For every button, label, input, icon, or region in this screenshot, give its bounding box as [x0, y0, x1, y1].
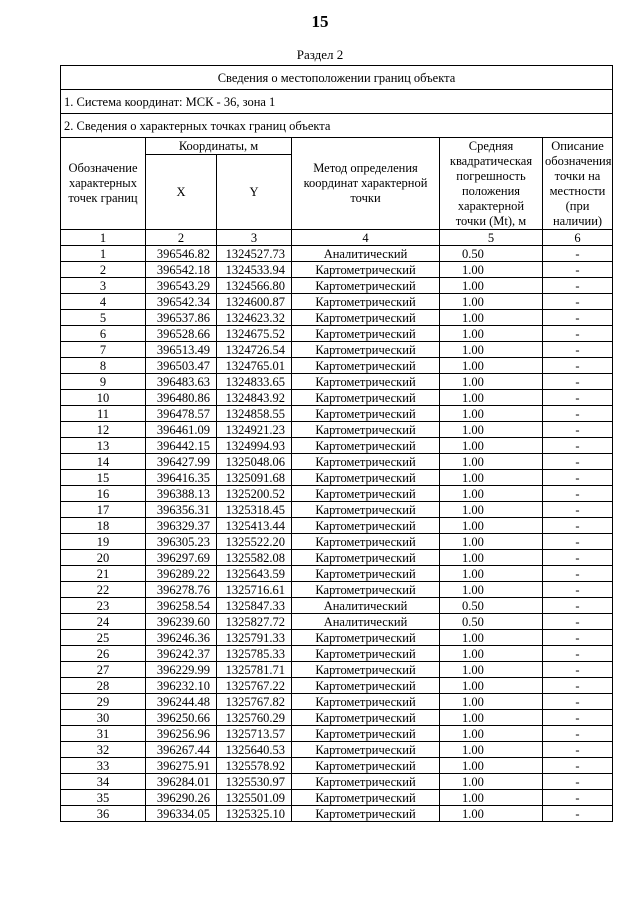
description: - [543, 598, 613, 614]
description: - [543, 486, 613, 502]
coord-y: 1325501.09 [217, 790, 292, 806]
point-number: 2 [61, 262, 146, 278]
method: Аналитический [292, 614, 440, 630]
coord-x: 396461.09 [146, 422, 217, 438]
description: - [543, 758, 613, 774]
description: - [543, 630, 613, 646]
error-value: 1.00 [440, 262, 543, 278]
table-row [61, 470, 613, 486]
table-row [61, 342, 613, 358]
table-row [61, 774, 613, 790]
point-number: 15 [61, 470, 146, 486]
error-value: 1.00 [440, 502, 543, 518]
table-row [61, 518, 613, 534]
coord-y: 1325716.61 [217, 582, 292, 598]
method: Картометрический [292, 758, 440, 774]
coord-x: 396416.35 [146, 470, 217, 486]
description: - [543, 358, 613, 374]
coord-y: 1325582.08 [217, 550, 292, 566]
table-row [61, 294, 613, 310]
coord-x: 396388.13 [146, 486, 217, 502]
method: Аналитический [292, 598, 440, 614]
method: Картометрический [292, 774, 440, 790]
coord-y: 1324726.54 [217, 342, 292, 358]
point-number: 25 [61, 630, 146, 646]
description: - [543, 534, 613, 550]
method: Картометрический [292, 534, 440, 550]
column-number: 2 [146, 230, 217, 246]
point-number: 30 [61, 710, 146, 726]
error-value: 1.00 [440, 310, 543, 326]
table-row [61, 534, 613, 550]
method: Картометрический [292, 358, 440, 374]
point-number: 27 [61, 662, 146, 678]
description: - [543, 518, 613, 534]
table-row [61, 678, 613, 694]
coord-y: 1324566.80 [217, 278, 292, 294]
coord-y: 1325578.92 [217, 758, 292, 774]
page-number: 15 [311, 12, 329, 31]
error-value: 1.00 [440, 374, 543, 390]
column-header-coordinates: Координаты, м [146, 138, 292, 155]
point-number: 16 [61, 486, 146, 502]
coord-y: 1325785.33 [217, 646, 292, 662]
method: Картометрический [292, 550, 440, 566]
point-number: 31 [61, 726, 146, 742]
description: - [543, 342, 613, 358]
error-value: 1.00 [440, 358, 543, 374]
coord-x: 396297.69 [146, 550, 217, 566]
table-title: Сведения о местоположении границ объекта [61, 66, 613, 90]
point-number: 32 [61, 742, 146, 758]
point-number: 6 [61, 326, 146, 342]
coord-x: 396305.23 [146, 534, 217, 550]
table-row [61, 246, 613, 262]
coord-x: 396239.60 [146, 614, 217, 630]
coord-y: 1325522.20 [217, 534, 292, 550]
method: Картометрический [292, 582, 440, 598]
column-number: 5 [440, 230, 543, 246]
point-number: 8 [61, 358, 146, 374]
method: Картометрический [292, 630, 440, 646]
point-number: 35 [61, 790, 146, 806]
coord-y: 1324994.93 [217, 438, 292, 454]
column-header-y: Y [217, 155, 292, 230]
coordinate-system: 1. Система координат: МСК - 36, зона 1 [61, 90, 613, 114]
table-row [61, 614, 613, 630]
column-number: 4 [292, 230, 440, 246]
coord-y: 1325827.72 [217, 614, 292, 630]
error-value: 1.00 [440, 790, 543, 806]
description: - [543, 374, 613, 390]
table-row [61, 694, 613, 710]
method: Картометрический [292, 678, 440, 694]
table-row [61, 310, 613, 326]
error-value: 0.50 [440, 598, 543, 614]
error-value: 0.50 [440, 246, 543, 262]
point-number: 3 [61, 278, 146, 294]
method: Картометрический [292, 390, 440, 406]
error-value: 1.00 [440, 662, 543, 678]
table-row [61, 390, 613, 406]
error-value: 1.00 [440, 726, 543, 742]
method: Картометрический [292, 454, 440, 470]
coord-y: 1325530.97 [217, 774, 292, 790]
method: Картометрический [292, 790, 440, 806]
error-value: 1.00 [440, 646, 543, 662]
coord-x: 396250.66 [146, 710, 217, 726]
method: Картометрический [292, 694, 440, 710]
error-value: 1.00 [440, 294, 543, 310]
coord-x: 396427.99 [146, 454, 217, 470]
coord-y: 1325325.10 [217, 806, 292, 822]
table-row [61, 646, 613, 662]
coord-y: 1325767.22 [217, 678, 292, 694]
point-number: 26 [61, 646, 146, 662]
point-number: 21 [61, 566, 146, 582]
coord-x: 396542.18 [146, 262, 217, 278]
coord-x: 396528.66 [146, 326, 217, 342]
error-value: 1.00 [440, 678, 543, 694]
point-number: 14 [61, 454, 146, 470]
method: Картометрический [292, 566, 440, 582]
table-row [61, 630, 613, 646]
point-number: 24 [61, 614, 146, 630]
error-value: 1.00 [440, 630, 543, 646]
coord-y: 1325413.44 [217, 518, 292, 534]
coord-x: 396229.99 [146, 662, 217, 678]
coord-y: 1324600.87 [217, 294, 292, 310]
point-number: 10 [61, 390, 146, 406]
table-row [61, 758, 613, 774]
description: - [543, 310, 613, 326]
point-number: 29 [61, 694, 146, 710]
coord-x: 396442.15 [146, 438, 217, 454]
coord-y: 1324527.73 [217, 246, 292, 262]
method: Аналитический [292, 246, 440, 262]
table-row [61, 806, 613, 822]
coord-x: 396290.26 [146, 790, 217, 806]
coord-y: 1325318.45 [217, 502, 292, 518]
point-number: 28 [61, 678, 146, 694]
coord-y: 1325640.53 [217, 742, 292, 758]
description: - [543, 246, 613, 262]
column-header-method: Метод определения координат характерной точки [292, 138, 440, 230]
description: - [543, 582, 613, 598]
error-value: 1.00 [440, 438, 543, 454]
error-value: 1.00 [440, 582, 543, 598]
coord-y: 1325781.71 [217, 662, 292, 678]
coord-x: 396232.10 [146, 678, 217, 694]
error-value: 1.00 [440, 742, 543, 758]
coord-x: 396256.96 [146, 726, 217, 742]
coord-x: 396289.22 [146, 566, 217, 582]
point-number: 18 [61, 518, 146, 534]
coord-x: 396480.86 [146, 390, 217, 406]
coord-y: 1324858.55 [217, 406, 292, 422]
coord-y: 1325847.33 [217, 598, 292, 614]
coord-x: 396537.86 [146, 310, 217, 326]
point-number: 17 [61, 502, 146, 518]
coord-x: 396478.57 [146, 406, 217, 422]
error-value: 1.00 [440, 694, 543, 710]
method: Картометрический [292, 438, 440, 454]
point-number: 5 [61, 310, 146, 326]
description: - [543, 262, 613, 278]
coord-x: 396503.47 [146, 358, 217, 374]
method: Картометрический [292, 502, 440, 518]
coord-y: 1324533.94 [217, 262, 292, 278]
description: - [543, 662, 613, 678]
table-row [61, 406, 613, 422]
method: Картометрический [292, 742, 440, 758]
point-number: 7 [61, 342, 146, 358]
method: Картометрический [292, 374, 440, 390]
description: - [543, 390, 613, 406]
point-number: 36 [61, 806, 146, 822]
table-row [61, 710, 613, 726]
point-number: 12 [61, 422, 146, 438]
method: Картометрический [292, 710, 440, 726]
point-number: 20 [61, 550, 146, 566]
table-row [61, 598, 613, 614]
point-number: 22 [61, 582, 146, 598]
point-number: 23 [61, 598, 146, 614]
coord-x: 396483.63 [146, 374, 217, 390]
coord-y: 1325643.59 [217, 566, 292, 582]
error-value: 1.00 [440, 774, 543, 790]
coord-x: 396278.76 [146, 582, 217, 598]
coord-x: 396275.91 [146, 758, 217, 774]
section-title: Раздел 2 [296, 47, 344, 62]
coord-y: 1325767.82 [217, 694, 292, 710]
column-header-designation: Обозначение характерных точек границ [61, 138, 146, 230]
method: Картометрический [292, 422, 440, 438]
table-row [61, 262, 613, 278]
table-row [61, 278, 613, 294]
method: Картометрический [292, 310, 440, 326]
error-value: 1.00 [440, 454, 543, 470]
coord-x: 396546.82 [146, 246, 217, 262]
method: Картометрический [292, 406, 440, 422]
error-value: 1.00 [440, 422, 543, 438]
coord-y: 1325048.06 [217, 454, 292, 470]
coord-y: 1325200.52 [217, 486, 292, 502]
table-row [61, 790, 613, 806]
coord-x: 396267.44 [146, 742, 217, 758]
error-value: 1.00 [440, 406, 543, 422]
description: - [543, 806, 613, 822]
description: - [543, 614, 613, 630]
method: Картометрический [292, 646, 440, 662]
coord-x: 396242.37 [146, 646, 217, 662]
method: Картометрический [292, 326, 440, 342]
table-row [61, 486, 613, 502]
coord-y: 1324833.65 [217, 374, 292, 390]
table-row [61, 502, 613, 518]
error-value: 1.00 [440, 566, 543, 582]
description: - [543, 406, 613, 422]
coord-x: 396258.54 [146, 598, 217, 614]
coord-y: 1325713.57 [217, 726, 292, 742]
coord-x: 396513.49 [146, 342, 217, 358]
description: - [543, 550, 613, 566]
error-value: 1.00 [440, 390, 543, 406]
error-value: 1.00 [440, 758, 543, 774]
coord-x: 396356.31 [146, 502, 217, 518]
point-number: 9 [61, 374, 146, 390]
table-row [61, 726, 613, 742]
description: - [543, 278, 613, 294]
table-row [61, 438, 613, 454]
point-number: 34 [61, 774, 146, 790]
points-section-header: 2. Сведения о характерных точках границ объекта [61, 114, 613, 138]
coord-y: 1324675.52 [217, 326, 292, 342]
coord-y: 1324765.01 [217, 358, 292, 374]
column-numbers-row [61, 230, 613, 246]
description: - [543, 438, 613, 454]
description: - [543, 502, 613, 518]
description: - [543, 422, 613, 438]
description: - [543, 774, 613, 790]
table-row [61, 358, 613, 374]
table-row [61, 582, 613, 598]
method: Картометрический [292, 806, 440, 822]
coord-x: 396543.29 [146, 278, 217, 294]
coord-x: 396244.48 [146, 694, 217, 710]
coord-y: 1324623.32 [217, 310, 292, 326]
method: Картометрический [292, 262, 440, 278]
method: Картометрический [292, 278, 440, 294]
method: Картометрический [292, 470, 440, 486]
coord-y: 1325760.29 [217, 710, 292, 726]
error-value: 1.00 [440, 806, 543, 822]
description: - [543, 566, 613, 582]
table-row [61, 374, 613, 390]
description: - [543, 470, 613, 486]
point-number: 11 [61, 406, 146, 422]
description: - [543, 694, 613, 710]
error-value: 1.00 [440, 278, 543, 294]
method: Картометрический [292, 294, 440, 310]
point-number: 19 [61, 534, 146, 550]
coord-y: 1325791.33 [217, 630, 292, 646]
description: - [543, 742, 613, 758]
method: Картометрический [292, 518, 440, 534]
coord-y: 1324921.23 [217, 422, 292, 438]
table-row [61, 422, 613, 438]
column-header-x: X [146, 155, 217, 230]
coord-x: 396329.37 [146, 518, 217, 534]
coord-y: 1325091.68 [217, 470, 292, 486]
description: - [543, 726, 613, 742]
error-value: 1.00 [440, 550, 543, 566]
error-value: 1.00 [440, 518, 543, 534]
column-number: 3 [217, 230, 292, 246]
description: - [543, 326, 613, 342]
error-value: 1.00 [440, 486, 543, 502]
table-row [61, 550, 613, 566]
point-number: 33 [61, 758, 146, 774]
error-value: 1.00 [440, 534, 543, 550]
error-value: 1.00 [440, 710, 543, 726]
coord-x: 396284.01 [146, 774, 217, 790]
method: Картометрический [292, 486, 440, 502]
table-row [61, 742, 613, 758]
description: - [543, 710, 613, 726]
boundary-points-table [60, 65, 613, 822]
table-row [61, 662, 613, 678]
description: - [543, 790, 613, 806]
coord-x: 396246.36 [146, 630, 217, 646]
method: Картометрический [292, 342, 440, 358]
table-row [61, 454, 613, 470]
table-row [61, 326, 613, 342]
point-number: 4 [61, 294, 146, 310]
error-value: 0.50 [440, 614, 543, 630]
error-value: 1.00 [440, 470, 543, 486]
table-body [61, 246, 613, 822]
column-number: 6 [543, 230, 613, 246]
description: - [543, 294, 613, 310]
point-number: 13 [61, 438, 146, 454]
column-header-description: Описание обозначения точки на местности (при наличии) [543, 138, 613, 230]
point-number: 1 [61, 246, 146, 262]
description: - [543, 678, 613, 694]
column-header-error: Средняя квадратическая погрешность положения характерной точки (Mt), м [440, 138, 543, 230]
error-value: 1.00 [440, 326, 543, 342]
table-row [61, 566, 613, 582]
coord-x: 396334.05 [146, 806, 217, 822]
error-value: 1.00 [440, 342, 543, 358]
method: Картометрический [292, 726, 440, 742]
description: - [543, 454, 613, 470]
column-number: 1 [61, 230, 146, 246]
description: - [543, 646, 613, 662]
method: Картометрический [292, 662, 440, 678]
coord-y: 1324843.92 [217, 390, 292, 406]
coord-x: 396542.34 [146, 294, 217, 310]
